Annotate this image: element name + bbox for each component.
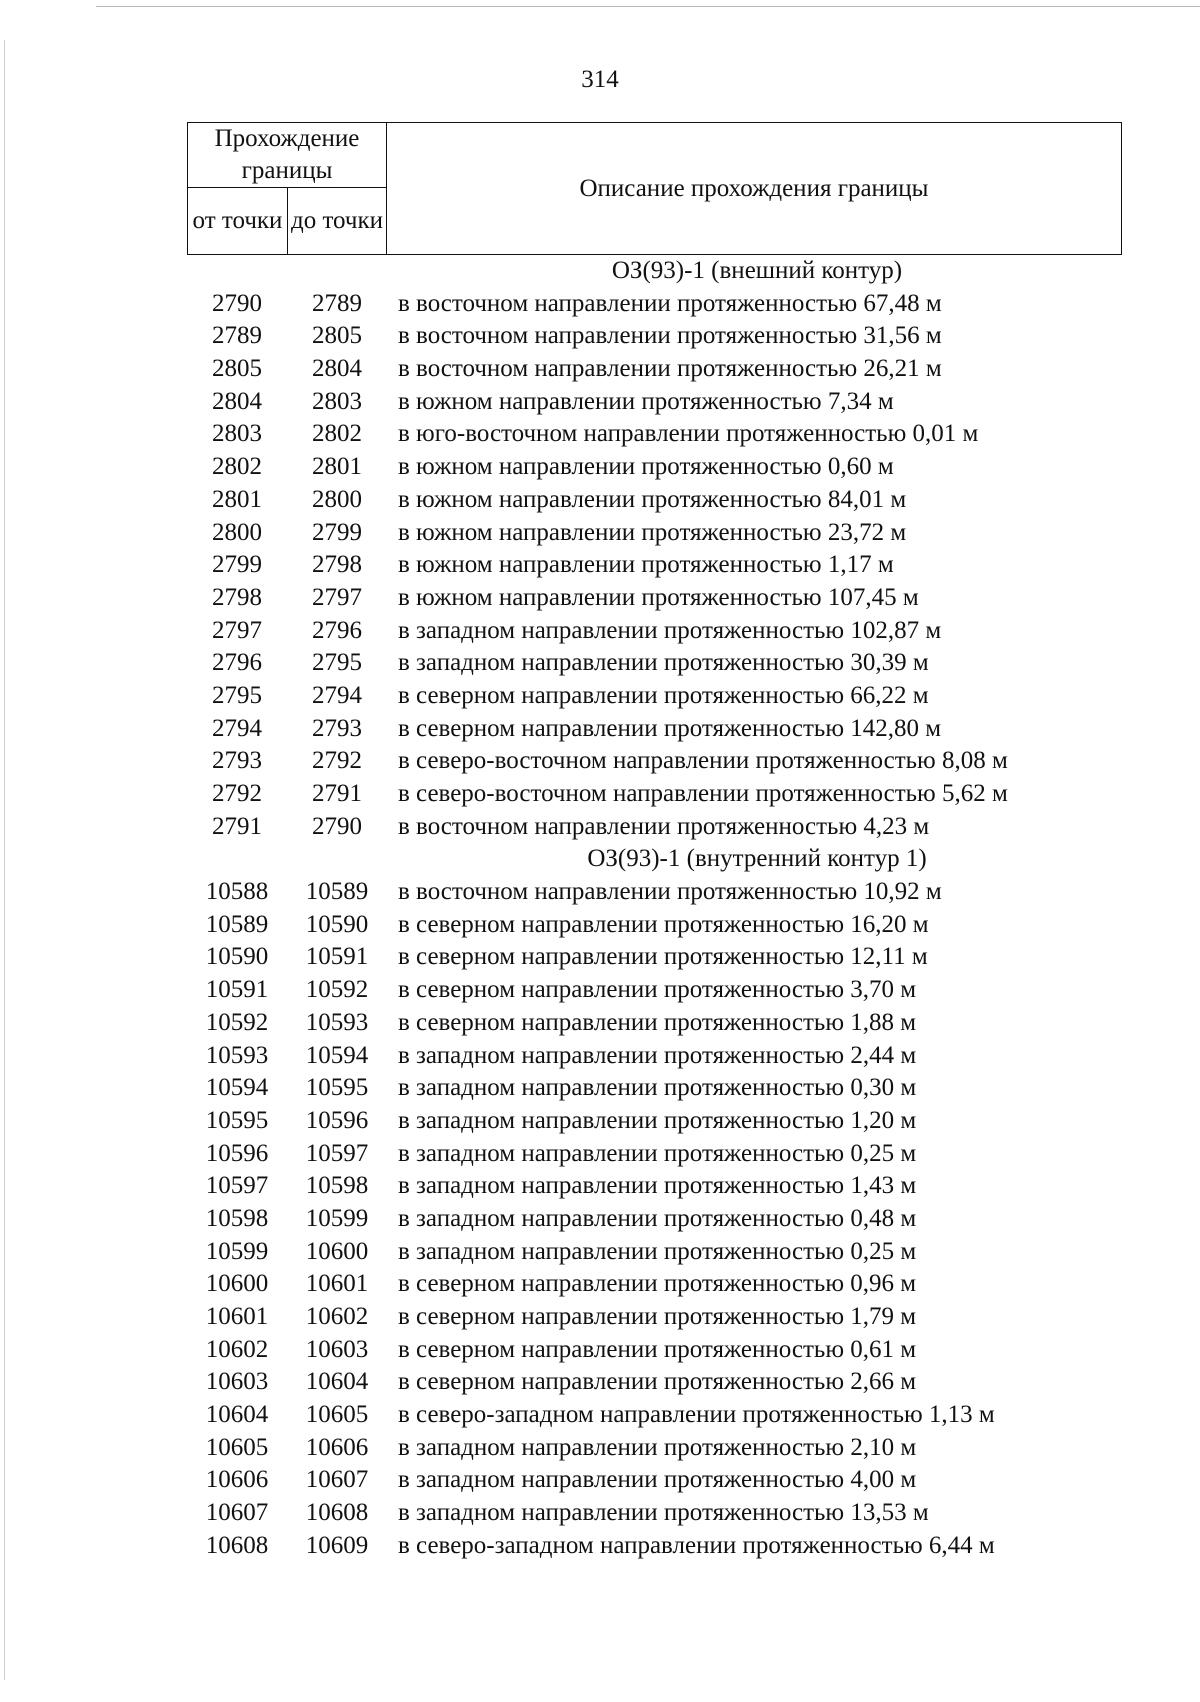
page-number: 314 — [581, 66, 619, 93]
from-point-cell: 10593 — [205, 1041, 269, 1069]
to-point-cell: 10589 — [305, 878, 369, 906]
to-point-cell: 10598 — [305, 1172, 369, 1200]
from-point-cell: 2797 — [212, 616, 262, 644]
description-cell: в северном направлении протяженностью 12,11 м — [398, 943, 928, 971]
description-cell: в восточном направлении протяженностью 4,23 м — [398, 812, 930, 840]
from-point-cell: 2794 — [212, 714, 262, 742]
table-row — [187, 1170, 1122, 1203]
from-point-cell: 2800 — [212, 518, 262, 546]
table-row — [187, 745, 1122, 778]
to-point-cell: 10594 — [305, 1041, 369, 1069]
description-cell: в западном направлении протяженностью 1,43 м — [398, 1172, 917, 1200]
description-cell: в западном направлении протяженностью 4,00 м — [398, 1466, 917, 1494]
table-body — [187, 255, 1122, 1563]
table-row — [187, 1072, 1122, 1105]
from-point-cell: 2790 — [212, 289, 262, 317]
to-point-cell: 10608 — [305, 1499, 369, 1527]
description-cell: в южном направлении протяженностью 23,72 м — [398, 518, 907, 546]
table-row — [187, 288, 1122, 321]
to-point-cell: 10605 — [305, 1401, 369, 1429]
description-cell: в восточном направлении протяженностью 26,21 м — [398, 355, 942, 383]
from-point-cell: 2796 — [212, 649, 262, 677]
to-point-cell: 10600 — [305, 1237, 369, 1265]
to-point-cell: 2789 — [312, 289, 362, 317]
description-cell: в северном направлении протяженностью 0,61 м — [398, 1335, 917, 1363]
to-point-cell: 10606 — [305, 1433, 369, 1461]
from-point-cell: 2793 — [212, 747, 262, 775]
from-point-cell: 10598 — [205, 1204, 269, 1232]
to-point-cell: 10599 — [305, 1204, 369, 1232]
from-point-cell: 10605 — [205, 1433, 269, 1461]
section-title: ОЗ(93)-1 (внутренний контур 1) — [587, 845, 927, 873]
table-row — [187, 1007, 1122, 1040]
table-row — [187, 1203, 1122, 1236]
from-point-cell: 2802 — [212, 453, 262, 481]
from-point-cell: 10599 — [205, 1237, 269, 1265]
to-point-cell: 2805 — [312, 322, 362, 350]
to-point-cell: 10590 — [305, 910, 369, 938]
table-row — [187, 615, 1122, 648]
header-from-point: от точки — [188, 188, 288, 254]
description-cell: в северном направлении протяженностью 66,22 м — [398, 681, 929, 709]
description-cell: в западном направлении протяженностью 0,25 м — [398, 1139, 917, 1167]
description-cell: в западном направлении протяженностью 0,25 м — [398, 1237, 917, 1265]
description-cell: в южном направлении протяженностью 107,45 м — [398, 583, 919, 611]
from-point-cell: 10603 — [205, 1368, 269, 1396]
description-cell: в западном направлении протяженностью 30,39 м — [398, 649, 929, 677]
section-title: ОЗ(93)-1 (внешний контур) — [611, 257, 903, 284]
table-row — [187, 386, 1122, 419]
description-cell: в южном направлении протяженностью 0,60 м — [398, 453, 894, 481]
description-cell: в южном направлении протяженностью 7,34 м — [398, 387, 894, 415]
to-point-cell: 10607 — [305, 1466, 369, 1494]
description-cell: в западном направлении протяженностью 0,30 м — [398, 1074, 917, 1102]
from-point-cell: 2801 — [212, 485, 262, 513]
table-row — [187, 1138, 1122, 1171]
description-cell: в северном направлении протяженностью 1,88 м — [398, 1008, 917, 1036]
from-point-cell: 10606 — [205, 1466, 269, 1494]
to-point-cell: 2800 — [312, 485, 362, 513]
to-point-cell: 2794 — [312, 681, 362, 709]
from-point-cell: 2805 — [212, 355, 262, 383]
to-point-cell: 10609 — [305, 1531, 369, 1559]
from-point-cell: 10607 — [205, 1499, 269, 1527]
table-row — [187, 1334, 1122, 1367]
from-point-cell: 2798 — [212, 583, 262, 611]
scan-edge-top — [96, 6, 1200, 7]
description-cell: в восточном направлении протяженностью 67,48 м — [398, 289, 942, 317]
description-cell: в северном направлении протяженностью 2,66 м — [398, 1368, 917, 1396]
from-point-cell: 2789 — [212, 322, 262, 350]
table-row — [187, 1236, 1122, 1269]
table-row — [187, 353, 1122, 386]
table-row — [187, 680, 1122, 713]
from-point-cell: 10588 — [205, 878, 269, 906]
from-point-cell: 10597 — [205, 1172, 269, 1200]
header-to-point: до точки — [288, 188, 387, 254]
table-row — [187, 1497, 1122, 1530]
table-row — [187, 451, 1122, 484]
from-point-cell: 2804 — [212, 387, 262, 415]
to-point-cell: 2791 — [312, 780, 362, 807]
table-row — [187, 1301, 1122, 1334]
to-point-cell: 10601 — [305, 1270, 369, 1298]
header-description: Описание прохождения границы — [579, 174, 929, 202]
table-row — [187, 1464, 1122, 1497]
description-cell: в восточном направлении протяженностью 31,56 м — [398, 322, 942, 350]
table-header — [187, 122, 1122, 255]
to-point-cell: 2796 — [312, 616, 362, 644]
from-point-cell: 10591 — [205, 976, 269, 1004]
to-point-cell: 2804 — [312, 355, 362, 383]
description-cell: в северо-западном направлении протяженностью 6,44 м — [398, 1531, 995, 1559]
from-point-cell: 10604 — [205, 1401, 269, 1429]
description-cell: в северо-западном направлении протяженностью 1,13 м — [398, 1401, 995, 1429]
table-row — [187, 1040, 1122, 1073]
scan-edge-left — [4, 40, 5, 1680]
to-point-cell: 2799 — [312, 518, 362, 546]
from-point-cell: 10602 — [205, 1335, 269, 1363]
description-cell: в северо-восточном направлении протяженностью 8,08 м — [398, 747, 1008, 775]
table-row — [187, 647, 1122, 680]
to-point-cell: 10603 — [305, 1335, 369, 1363]
description-cell: в восточном направлении протяженностью 10,92 м — [398, 878, 942, 906]
table-row — [187, 778, 1122, 811]
table-row — [187, 320, 1122, 353]
to-point-cell: 10596 — [305, 1106, 369, 1134]
description-cell: в северо-восточном направлении протяженностью 5,62 м — [398, 780, 1008, 807]
table-row — [187, 974, 1122, 1007]
table-row — [187, 876, 1122, 909]
description-cell: в северном направлении протяженностью 16,20 м — [398, 910, 929, 938]
table-row — [187, 549, 1122, 582]
to-point-cell: 2790 — [312, 812, 362, 840]
to-point-cell: 10591 — [305, 943, 369, 971]
to-point-cell: 10593 — [305, 1008, 369, 1036]
to-point-cell: 2795 — [312, 649, 362, 677]
from-point-cell: 2792 — [212, 780, 262, 807]
table-row — [187, 484, 1122, 517]
table-row — [187, 582, 1122, 615]
description-cell: в южном направлении протяженностью 84,01 м — [398, 485, 907, 513]
description-cell: в северном направлении протяженностью 3,70 м — [398, 976, 917, 1004]
description-cell: в северном направлении протяженностью 142,80 м — [398, 714, 942, 742]
description-cell: в юго-восточном направлении протяженностью 0,01 м — [398, 420, 979, 448]
description-cell: в западном направлении протяженностью 102,87 м — [398, 616, 942, 644]
from-point-cell: 10596 — [205, 1139, 269, 1167]
from-point-cell: 2795 — [212, 681, 262, 709]
to-point-cell: 10592 — [305, 976, 369, 1004]
to-point-cell: 10595 — [305, 1074, 369, 1102]
table-row — [187, 1399, 1122, 1432]
description-cell: в западном направлении протяженностью 0,48 м — [398, 1204, 917, 1232]
description-cell: в северном направлении протяженностью 1,79 м — [398, 1303, 917, 1330]
from-point-cell: 2803 — [212, 420, 262, 448]
description-cell: в западном направлении протяженностью 1,20 м — [398, 1106, 917, 1134]
to-point-cell: 2803 — [312, 387, 362, 415]
description-cell: в южном направлении протяженностью 1,17 м — [398, 551, 894, 579]
from-point-cell: 10600 — [205, 1270, 269, 1298]
to-point-cell: 2802 — [312, 420, 362, 448]
table-row — [187, 1366, 1122, 1399]
table-row — [187, 1530, 1122, 1563]
from-point-cell: 2791 — [212, 812, 262, 840]
description-cell: в северном направлении протяженностью 0,96 м — [398, 1270, 917, 1298]
to-point-cell: 10604 — [305, 1368, 369, 1396]
table-row — [187, 418, 1122, 451]
table-row — [187, 1268, 1122, 1301]
table-row — [187, 909, 1122, 942]
to-point-cell: 2793 — [312, 714, 362, 742]
table-row — [187, 1432, 1122, 1465]
to-point-cell: 10597 — [305, 1139, 369, 1167]
from-point-cell: 10595 — [205, 1106, 269, 1134]
to-point-cell: 2798 — [312, 551, 362, 579]
from-point-cell: 10590 — [205, 943, 269, 971]
from-point-cell: 10594 — [205, 1074, 269, 1102]
from-point-cell: 2799 — [212, 551, 262, 579]
table-row — [187, 1105, 1122, 1138]
to-point-cell: 10602 — [305, 1303, 369, 1330]
description-cell: в западном направлении протяженностью 13,53 м — [398, 1499, 929, 1527]
from-point-cell: 10589 — [205, 910, 269, 938]
table-row — [187, 941, 1122, 974]
table-row — [187, 811, 1122, 844]
from-point-cell: 10608 — [205, 1531, 269, 1559]
from-point-cell: 10601 — [205, 1303, 269, 1330]
to-point-cell: 2792 — [312, 747, 362, 775]
to-point-cell: 2797 — [312, 583, 362, 611]
description-cell: в западном направлении протяженностью 2,44 м — [398, 1041, 917, 1069]
from-point-cell: 10592 — [205, 1008, 269, 1036]
table-row — [187, 713, 1122, 746]
table-row — [187, 517, 1122, 550]
to-point-cell: 2801 — [312, 453, 362, 481]
header-passage: Прохождение границы — [188, 123, 387, 188]
description-cell: в западном направлении протяженностью 2,10 м — [398, 1433, 917, 1461]
